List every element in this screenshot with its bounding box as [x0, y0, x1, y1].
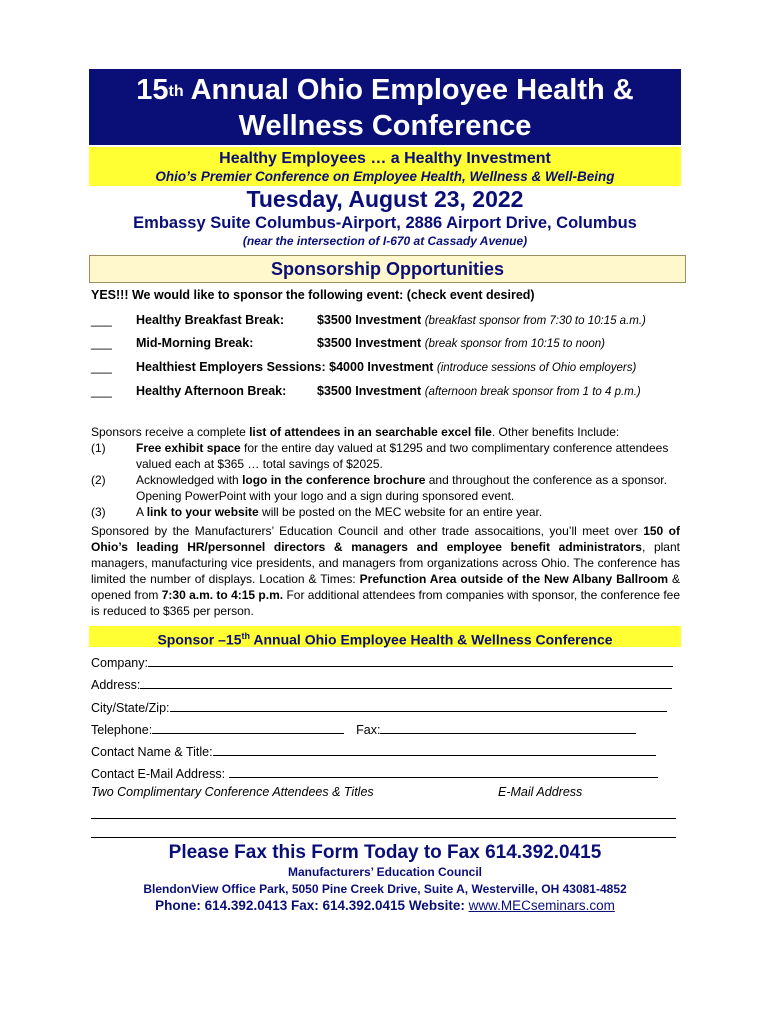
event-name: Healthy Breakfast Break: — [136, 313, 284, 327]
event-option[interactable] — [91, 336, 605, 350]
title-line-2: Wellness Conference — [238, 110, 532, 142]
attendee-line-1[interactable] — [91, 805, 676, 822]
event-option[interactable] — [91, 313, 646, 327]
event-name: Mid-Morning Break: — [136, 336, 254, 350]
subtagline: Ohio’s Premier Conference on Employee Health, Wellness & Well-Being — [155, 169, 615, 184]
check-blank[interactable]: ___ — [91, 384, 112, 398]
address-field[interactable]: Address: — [91, 675, 672, 692]
benefit-item: (2) Acknowledged with logo in the conference brochure and throughout the conference as a sponsor. Opening PowerPoint with your logo and a sign during sponsored event. — [91, 473, 667, 503]
organization-name: Manufacturers’ Education Council — [287, 865, 483, 879]
event-name: Healthiest Employers Sessions: — [136, 360, 326, 374]
event-option[interactable] — [91, 360, 636, 374]
event-note: (introduce sessions of Ohio employers) — [436, 362, 637, 374]
sponsorship-heading: Sponsorship Opportunities — [89, 255, 686, 283]
form-heading: Sponsor –15th Annual Ohio Employee Health & Wellness Conference — [89, 626, 681, 647]
event-option[interactable] — [91, 384, 641, 398]
check-blank[interactable]: ___ — [91, 336, 112, 350]
benefits-lead: Sponsors receive a complete list of attendees in an searchable excel file. Other benefits Include: — [91, 425, 620, 439]
event-note: (break sponsor from 10:15 to noon) — [424, 338, 605, 350]
sponsorship-intro: YES!!! We would like to sponsor the following event: (check event desired) — [91, 288, 535, 302]
check-blank[interactable]: ___ — [91, 313, 112, 327]
event-investment: $3500 Investment — [317, 313, 422, 327]
event-date: Tuesday, August 23, 2022 — [246, 186, 524, 212]
attendees-labels — [91, 785, 582, 799]
contact-email-field[interactable]: Contact E-Mail Address: — [91, 764, 658, 781]
city-input-line[interactable] — [170, 698, 667, 712]
venue-note: (near the intersection of I-670 at Cassady Avenue) — [242, 234, 528, 248]
organization-address: BlendonView Office Park, 5050 Pine Creek Drive, Suite A, Westerville, OH 43081-4852 — [143, 882, 627, 896]
contact-line: Phone: 614.392.0413 Fax: 614.392.0415 Website: www.MECseminars.com — [155, 898, 615, 913]
event-name: Healthy Afternoon Break: — [136, 384, 287, 398]
company-field[interactable]: Company: — [91, 653, 673, 670]
benefit-item: (3) A link to your website will be posted on the MEC website for an entire year. — [91, 505, 543, 519]
email-label: E-Mail Address — [498, 785, 583, 799]
event-investment: $4000 Investment — [329, 360, 434, 374]
event-investment: $3500 Investment — [317, 336, 422, 350]
fax-call-to-action: Please Fax this Form Today to Fax 614.392.0415 — [168, 842, 602, 863]
event-note: (breakfast sponsor from 7:30 to 10:15 a.m.) — [424, 315, 646, 327]
telephone-input-line[interactable] — [152, 720, 344, 734]
event-venue: Embassy Suite Columbus-Airport, 2886 Airport Drive, Columbus — [133, 214, 637, 232]
contact-name-field[interactable]: Contact Name & Title: — [91, 742, 656, 759]
conference-title-banner — [89, 69, 681, 145]
telephone-field[interactable]: Telephone: Fax: — [91, 720, 636, 737]
tagline: Healthy Employees … a Healthy Investment — [219, 150, 551, 167]
attendees-label: Two Complimentary Conference Attendees & Titles — [91, 785, 374, 799]
sponsor-description-paragraph: Sponsored by the Manufacturers’ Education Council and other trade assocaitions, you’ll meet over 150 of Ohio’s leading HR/personnel directors & managers and employee benefit administrators, plant managers, manufacturing vice presidents, and managers from organizations across Ohio. The conference has limited the number of displays. Location & Times: Prefunction Area outside of the New Albany Ballroom & opened from 7:30 a.m. to 4:15 p.m. For additional attendees from companies with sponsor, the conference fee is reduced to $365 per person. — [91, 524, 681, 618]
tagline-band — [89, 147, 681, 186]
title-line-1: 15th Annual Ohio Employee Health & — [136, 74, 634, 106]
address-input-line[interactable] — [140, 675, 672, 689]
check-blank[interactable]: ___ — [91, 360, 112, 374]
contact-email-input-line[interactable] — [229, 764, 658, 778]
fax-input-line[interactable] — [380, 720, 636, 734]
fax-label: Fax: — [356, 723, 381, 737]
contact-name-input-line[interactable] — [213, 742, 656, 756]
company-input-line[interactable] — [148, 653, 673, 667]
city-state-zip-field[interactable]: City/State/Zip: — [91, 698, 667, 715]
website-link[interactable]: www.MECseminars.com — [468, 898, 615, 913]
benefit-item: (1) Free exhibit space for the entire day valued at $1295 and two complimentary conference attendees valued each at $365 … total savings of $2025. — [91, 441, 669, 471]
benefits-section — [91, 424, 681, 520]
event-note: (afternoon break sponsor from 1 to 4 p.m.) — [424, 386, 641, 398]
attendee-line-2[interactable] — [91, 824, 676, 841]
event-investment: $3500 Investment — [317, 384, 422, 398]
